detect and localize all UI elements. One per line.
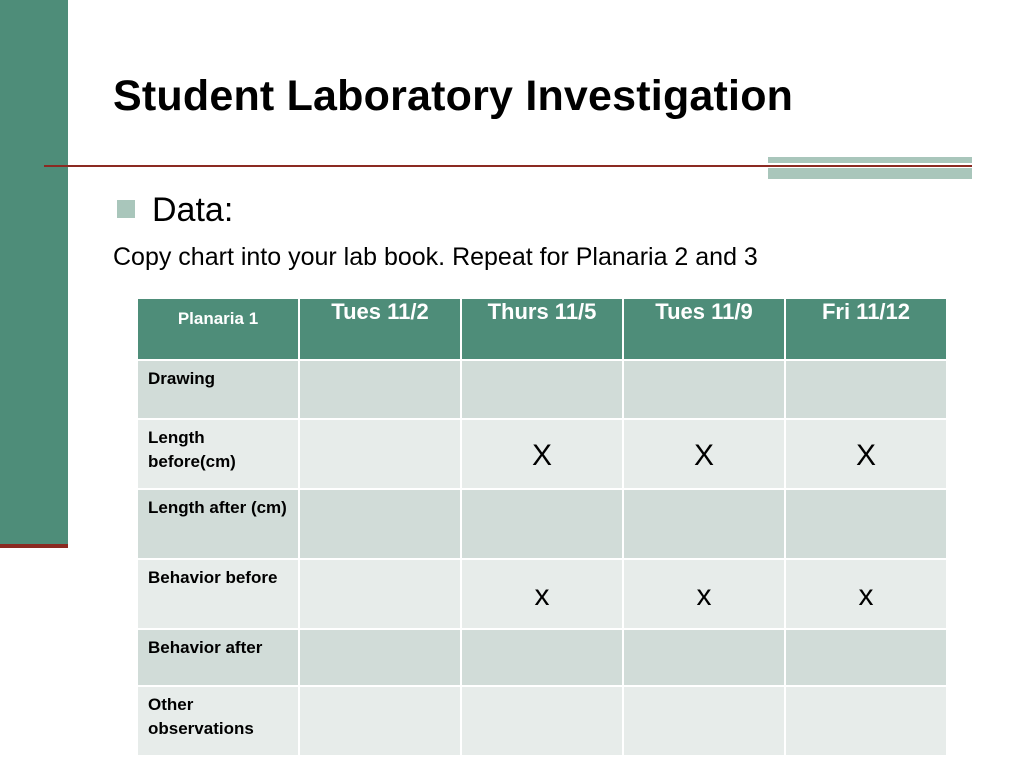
header-corner-cell: Planaria 1 <box>137 298 299 360</box>
table-cell <box>785 419 947 489</box>
table-cell <box>461 629 623 686</box>
accent-bar-bottom <box>768 168 972 179</box>
table-cell <box>785 489 947 559</box>
instructions-text: Copy chart into your lab book. Repeat for Planaria 2 and 3 <box>113 243 758 271</box>
table-cell <box>461 489 623 559</box>
x-mark: x <box>858 579 874 612</box>
table-cell <box>785 559 947 629</box>
table-cell <box>299 360 461 419</box>
table-row <box>137 360 947 419</box>
row-label: Length after (cm) <box>137 489 299 559</box>
row-label: Other observations <box>137 686 299 756</box>
table-cell <box>299 559 461 629</box>
bullet-data-label: Data: <box>152 191 234 229</box>
table-cell <box>785 360 947 419</box>
table-cell <box>461 686 623 756</box>
table-cell <box>623 686 785 756</box>
table-row <box>137 419 947 489</box>
row-label: Behavior before <box>137 559 299 629</box>
row-label: Length before(cm) <box>137 419 299 489</box>
x-mark: X <box>855 439 876 472</box>
table-cell <box>299 629 461 686</box>
table-cell <box>299 686 461 756</box>
header-date-cell: Tues 11/9 <box>623 298 785 360</box>
table-row <box>137 629 947 686</box>
header-date-cell: Tues 11/2 <box>299 298 461 360</box>
side-band-rule <box>0 544 68 548</box>
x-mark: X <box>693 439 714 472</box>
slide-title: Student Laboratory Investigation <box>113 72 794 120</box>
header-date-cell: Thurs 11/5 <box>461 298 623 360</box>
table-row <box>137 489 947 559</box>
table-cell <box>461 360 623 419</box>
x-mark: X <box>531 439 552 472</box>
table-cell <box>623 360 785 419</box>
table-cell <box>623 629 785 686</box>
table-cell <box>299 419 461 489</box>
table-row <box>137 559 947 629</box>
table-cell <box>461 559 623 629</box>
row-label: Behavior after <box>137 629 299 686</box>
square-bullet-icon <box>117 200 135 218</box>
table-header-row <box>137 298 947 360</box>
table-cell <box>785 629 947 686</box>
table-row <box>137 686 947 756</box>
table-cell <box>623 419 785 489</box>
table-cell <box>461 419 623 489</box>
x-mark: x <box>534 579 550 612</box>
side-band <box>0 0 68 545</box>
table-cell <box>785 686 947 756</box>
title-divider <box>44 165 972 167</box>
observation-table <box>136 297 948 757</box>
table-cell <box>623 559 785 629</box>
table-cell <box>623 489 785 559</box>
accent-bar-top <box>768 157 972 163</box>
row-label: Drawing <box>137 360 299 419</box>
header-date-cell: Fri 11/12 <box>785 298 947 360</box>
x-mark: x <box>696 579 712 612</box>
table-cell <box>299 489 461 559</box>
